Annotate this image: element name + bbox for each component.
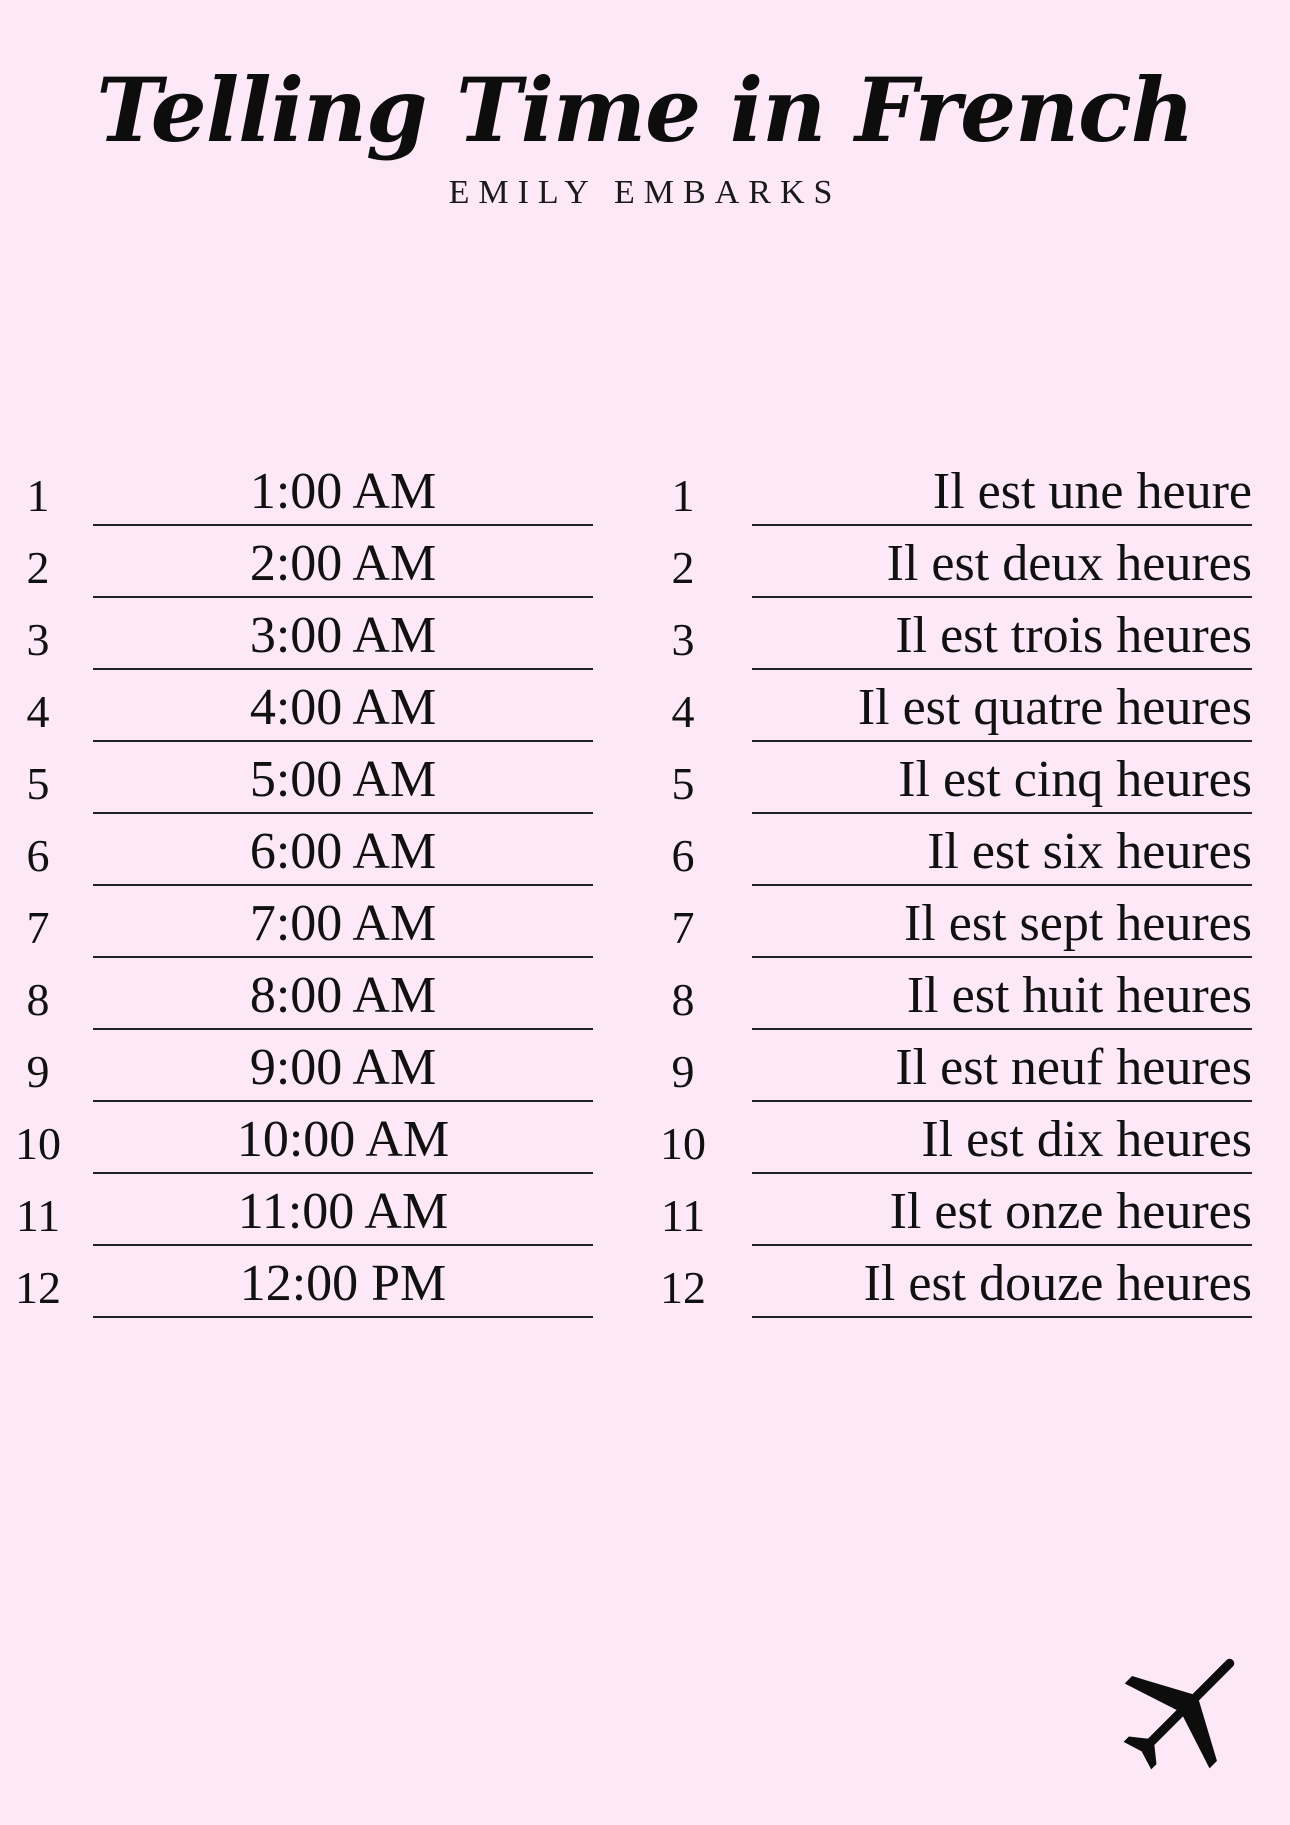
row-number: 10 [15,1118,61,1169]
french-phrase: Il est quatre heures [857,679,1252,736]
times-row [0,1182,600,1254]
time-value: 12:00 PM [239,1255,447,1312]
french-row [645,1038,1260,1110]
times-row [0,1110,600,1182]
row-number: 2 [671,542,695,593]
french-row [645,606,1260,678]
time-value: 9:00 AM [249,1039,437,1096]
french-row [645,822,1260,894]
row-number: 5 [26,758,50,809]
times-row [0,1038,600,1110]
row-number: 12 [15,1262,61,1313]
answer-line [93,606,593,670]
french-phrase: Il est une heure [932,463,1252,520]
times-row [0,606,600,678]
time-value: 2:00 AM [249,535,437,592]
row-number: 9 [671,1046,695,1097]
french-phrase: Il est onze heures [889,1183,1252,1240]
times-row [0,678,600,750]
answer-line [93,1038,593,1102]
french-row [645,750,1260,822]
time-value: 5:00 AM [249,751,437,808]
french-phrase: Il est neuf heures [895,1039,1252,1096]
french-phrase: Il est cinq heures [898,751,1252,808]
answer-line [93,894,593,958]
row-number: 10 [660,1118,706,1169]
answer-line [93,750,593,814]
answer-line [752,822,1252,886]
time-value: 4:00 AM [249,679,437,736]
row-number: 6 [671,830,695,881]
french-row [645,462,1260,534]
times-row [0,966,600,1038]
french-phrase: Il est sept heures [903,895,1252,952]
french-phrase: Il est six heures [927,823,1252,880]
row-number: 8 [26,974,50,1025]
answer-line [93,678,593,742]
french-phrase: Il est trois heures [895,607,1252,664]
answer-line [752,534,1252,598]
french-row [645,1182,1260,1254]
time-value: 3:00 AM [249,607,437,664]
times-row [0,462,600,534]
french-phrase: Il est deux heures [886,535,1252,592]
french-phrase: Il est huit heures [906,967,1252,1024]
row-number: 6 [26,830,50,881]
row-number: 12 [660,1262,706,1313]
answer-line [752,1254,1252,1318]
answer-line [752,678,1252,742]
row-number: 7 [671,902,695,953]
row-number: 11 [660,1190,706,1241]
row-number: 1 [26,470,50,521]
answer-line [93,822,593,886]
answer-line [752,966,1252,1030]
french-row [645,678,1260,750]
page-subtitle: EMILY EMBARKS [448,174,842,211]
french-column [645,462,1260,1326]
french-row [645,1110,1260,1182]
answer-line [752,1110,1252,1174]
answer-line [752,1182,1252,1246]
french-phrase: Il est dix heures [921,1111,1252,1168]
answer-line [93,1254,593,1318]
page-title: Telling Time in French [96,58,1194,162]
times-row [0,534,600,606]
time-value: 7:00 AM [249,895,437,952]
times-row [0,1254,600,1326]
row-number: 4 [671,686,695,737]
answer-line [752,750,1252,814]
row-number: 8 [671,974,695,1025]
time-value: 6:00 AM [249,823,437,880]
times-row [0,750,600,822]
times-row [0,822,600,894]
row-number: 1 [671,470,695,521]
row-number: 7 [26,902,50,953]
answer-line [93,534,593,598]
times-column [0,462,600,1326]
row-number: 4 [26,686,50,737]
row-number: 5 [671,758,695,809]
row-number: 11 [15,1190,61,1241]
answer-line [93,1182,593,1246]
french-phrase: Il est douze heures [863,1255,1252,1312]
answer-line [93,462,593,526]
airplane-icon [1108,1635,1258,1785]
time-value: 11:00 AM [237,1183,449,1240]
french-row [645,534,1260,606]
time-value: 8:00 AM [249,967,437,1024]
answer-line [93,966,593,1030]
row-number: 9 [26,1046,50,1097]
row-number: 2 [26,542,50,593]
answer-line [752,1038,1252,1102]
french-row [645,966,1260,1038]
row-number: 3 [671,614,695,665]
time-value: 1:00 AM [249,463,437,520]
time-value: 10:00 AM [236,1111,450,1168]
french-row [645,1254,1260,1326]
answer-line [752,606,1252,670]
answer-line [752,462,1252,526]
times-row [0,894,600,966]
row-number: 3 [26,614,50,665]
french-row [645,894,1260,966]
answer-line [93,1110,593,1174]
answer-line [752,894,1252,958]
